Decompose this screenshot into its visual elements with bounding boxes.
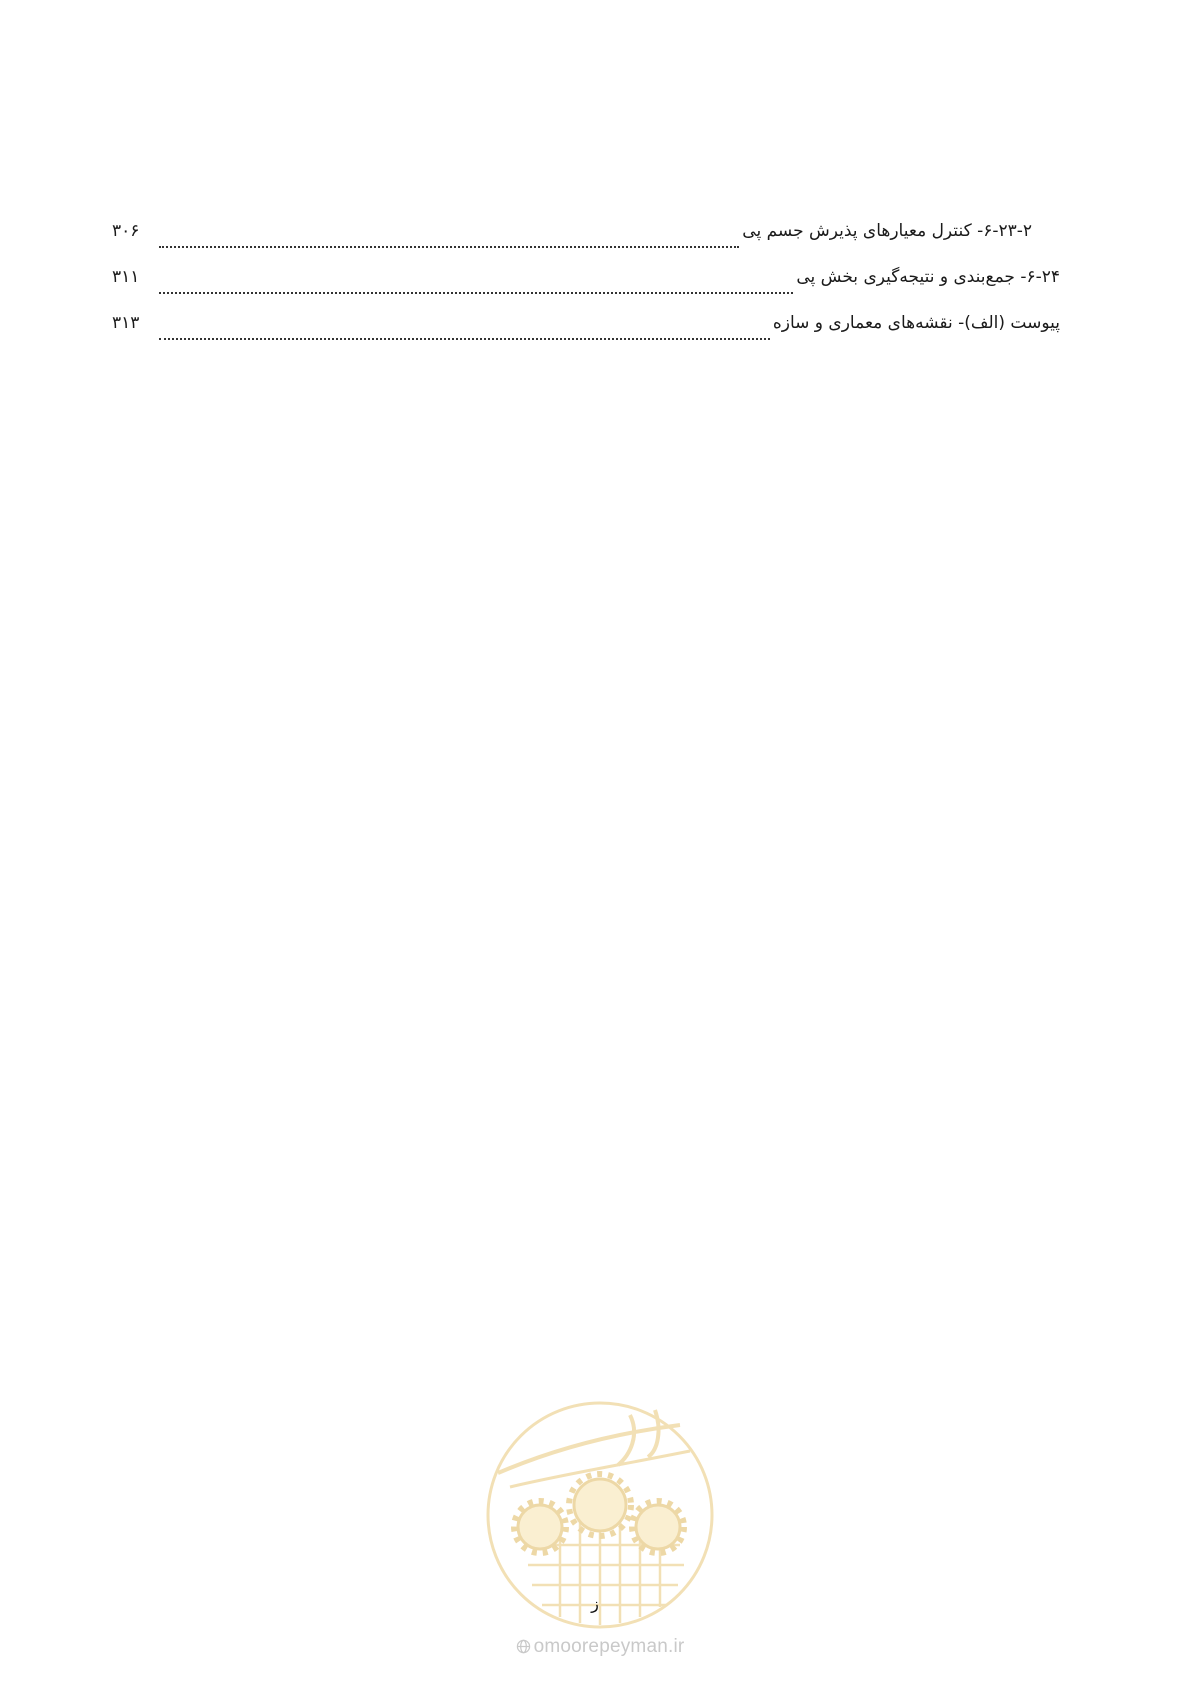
toc-entry-page: ۳۰۶ bbox=[112, 221, 140, 241]
toc-entry-title: پیوست (الف)- نقشه‌های معماری و سازه bbox=[772, 313, 1060, 333]
table-of-contents bbox=[112, 218, 1060, 356]
toc-leader-dots bbox=[159, 230, 739, 248]
toc-entry-page: ۳۱۳ bbox=[112, 313, 140, 333]
website-url-text: omoorepeyman.ir bbox=[533, 1636, 685, 1657]
toc-entry[interactable] bbox=[112, 264, 1060, 310]
page-number: ز bbox=[591, 1594, 599, 1613]
toc-entry[interactable] bbox=[112, 218, 1060, 264]
toc-entry-title: ۶-۲۴- جمع‌بندی و نتیجه‌گیری بخش پی bbox=[796, 267, 1060, 287]
toc-leader-dots bbox=[159, 322, 770, 340]
toc-leader-dots bbox=[159, 276, 793, 294]
website-url[interactable] bbox=[490, 1636, 710, 1658]
toc-entry-title: ۶-۲۳-۲- کنترل معیارهای پذیرش جسم پی bbox=[742, 221, 1032, 241]
toc-entry[interactable] bbox=[112, 310, 1060, 356]
globe-icon bbox=[516, 1639, 531, 1654]
toc-entry-page: ۳۱۱ bbox=[112, 267, 140, 287]
